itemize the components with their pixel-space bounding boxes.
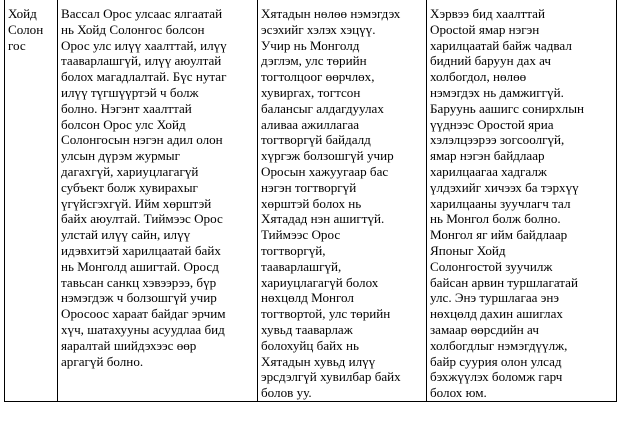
cell-line: идэвхитэй харилцаатай байх bbox=[61, 242, 221, 258]
cell-line: улстай илүү сайн, илүү bbox=[61, 227, 191, 243]
cell-line: хариуцлагагүй болох bbox=[261, 274, 379, 290]
cell-line: тогтолцоог өөрчлөх, bbox=[261, 69, 375, 85]
cell-line: Солон bbox=[8, 21, 44, 37]
cell-line: нэгэн тогтворгүй bbox=[261, 179, 357, 195]
cell-line: Вассал Орос улсаас ялгаатай bbox=[61, 6, 223, 21]
cell-text bbox=[430, 0, 613, 401]
row-label-cell bbox=[5, 0, 58, 401]
cell-line: замаар өөрсдийн ач bbox=[430, 321, 539, 337]
cell-line: улс. Энэ туршлагаа энэ bbox=[430, 290, 559, 306]
cell-line: аргагүй болно. bbox=[61, 353, 144, 369]
cell-line: илүү түгшүүртэй ч болж bbox=[61, 84, 199, 100]
cell-line: тогтворгүй, bbox=[261, 242, 326, 258]
cell-line: холбогдол, нөлөө bbox=[430, 69, 527, 85]
cell-line: Монгол яг ийм байдлаар bbox=[430, 227, 568, 243]
cell-line: ямар нэгэн байдлаар bbox=[430, 148, 545, 164]
cell-line: Хятадын хувьд илүү bbox=[261, 353, 376, 369]
table-row bbox=[5, 0, 617, 401]
cell-line: Оросоос хараат байдаг эрчим bbox=[61, 306, 226, 322]
cell-line: Хятадын нөлөө нэмэгдэх bbox=[261, 6, 401, 21]
cell-line: байсан арвин туршлагатай bbox=[430, 274, 578, 290]
cell-line: хувьд тааварлаж bbox=[261, 321, 353, 337]
cell-line: тогтворгүй байдалд bbox=[261, 132, 371, 148]
cell-line: үгүйсгэхгүй. Ийм хөрштэй bbox=[61, 195, 212, 211]
cell-line: Оросын хажуугаар бас bbox=[261, 163, 389, 179]
cell-line: болохуйц байх нь bbox=[261, 337, 359, 353]
cell-line: балансыг алдагдуулах bbox=[261, 100, 384, 116]
cell-line: тавьсан санкц хэвээрээ, бүр bbox=[61, 274, 217, 290]
cell-line: харилцааны зуучлагч тал bbox=[430, 195, 571, 211]
table-body bbox=[5, 0, 617, 401]
cell-line: хөрштэй болох нь bbox=[261, 195, 362, 211]
cell-line: Тиймээс Орос bbox=[261, 227, 341, 243]
cell-line: нь Монгол болж болно. bbox=[430, 211, 561, 227]
cell-text bbox=[261, 0, 423, 401]
cell-line: эсэхийг хэлэх хэцүү. bbox=[261, 21, 376, 37]
cell-line: яаралтай шийдэхээс өөр bbox=[61, 337, 197, 353]
cell-line: тааварлашгүй, bbox=[261, 258, 342, 274]
cell-line: Орос улс илүү хаалттай, илүү bbox=[61, 37, 227, 53]
cell-line: улсын дүрэм журмыг bbox=[61, 148, 180, 164]
cell-line: нөхцөлд дахин ашиглах bbox=[430, 306, 563, 322]
cell-line: аливаа ажиллагаа bbox=[261, 116, 360, 132]
china-impact-cell bbox=[258, 0, 427, 401]
cell-line: болно. Нэгэнт хаалттай bbox=[61, 100, 192, 116]
cell-line: харилцаагаа хадгалж bbox=[430, 163, 547, 179]
cell-line: холбогдлыг нэмэгдүүлж, bbox=[430, 337, 568, 353]
cell-line: хувиргах, тогтсон bbox=[261, 84, 361, 100]
cell-line: байр суурия олон улсад bbox=[430, 353, 562, 369]
cell-line: хүргэж болзошгүй учир bbox=[261, 148, 394, 164]
cell-line: хэлэлцээрээ зогсоолгүй, bbox=[430, 132, 565, 148]
cell-line: Солонгостой зуучилж bbox=[430, 258, 553, 274]
cell-line: Баруунь аашигс сонирхлын bbox=[430, 100, 585, 116]
cell-line: гос bbox=[8, 37, 26, 53]
cell-text bbox=[61, 0, 254, 369]
cell-line: нь Хойд Солонгос болсон bbox=[61, 21, 205, 37]
cell-line: дэглэм, улс төрийн bbox=[261, 53, 367, 69]
cell-line: болсон Орос улс Хойд bbox=[61, 116, 186, 132]
cell-line: нь Монголд ашигтай. Оросд bbox=[61, 258, 219, 274]
cell-line: Японыг Хойд bbox=[430, 242, 506, 258]
cell-line: Хэрвээ бид хаалттай bbox=[430, 6, 545, 21]
cell-line: Хойд bbox=[8, 6, 37, 21]
cell-line: бидний баруун дах ач bbox=[430, 53, 552, 69]
cell-line: эрсдэлгүй хувилбар байх bbox=[261, 369, 401, 385]
cell-line: Ороctой ямар нэгэн bbox=[430, 21, 540, 37]
cell-line: үүднээс Оростой яриа bbox=[430, 116, 554, 132]
cell-line: хүч, шатахууны асуудлаа бид bbox=[61, 321, 225, 337]
cell-line: болов уу. bbox=[261, 385, 312, 401]
cell-line: болох магадлалтай. Бүс нутаг bbox=[61, 69, 227, 85]
cell-text bbox=[8, 0, 54, 53]
cell-line: бэхжүүлэх боломж гарч bbox=[430, 369, 563, 385]
cell-line: байх аюултай. Тиймээс Орос bbox=[61, 211, 223, 227]
cell-line: Хятадад нэн ашигтүй. bbox=[261, 211, 385, 227]
cell-line: нэмэгдэж ч болзошгүй учир bbox=[61, 290, 217, 306]
cell-line: үлдэхийг хичээх ба тэрхүү bbox=[430, 179, 579, 195]
cell-line: тогтвортой, улс төрийн bbox=[261, 306, 391, 322]
cell-line: нэмэгдэх нь дамжиггүй. bbox=[430, 84, 564, 100]
opportunity-cell bbox=[427, 0, 617, 401]
cell-line: тааварлашгүй, илүү аюултай bbox=[61, 53, 222, 69]
comparison-table bbox=[4, 0, 617, 402]
cell-line: субъект болж хувирахыг bbox=[61, 179, 198, 195]
cell-line: харилцаатай байж чадвал bbox=[430, 37, 572, 53]
cell-line: нөхцөлд Монгол bbox=[261, 290, 354, 306]
cell-line: Солонгосын нэгэн адил олон bbox=[61, 132, 223, 148]
cell-line: дагахгүй, хариуцлагагүй bbox=[61, 163, 199, 179]
cell-line: болох юм. bbox=[430, 385, 487, 401]
cell-line: Учир нь Монголд bbox=[261, 37, 360, 53]
scenario-cell bbox=[58, 0, 258, 401]
